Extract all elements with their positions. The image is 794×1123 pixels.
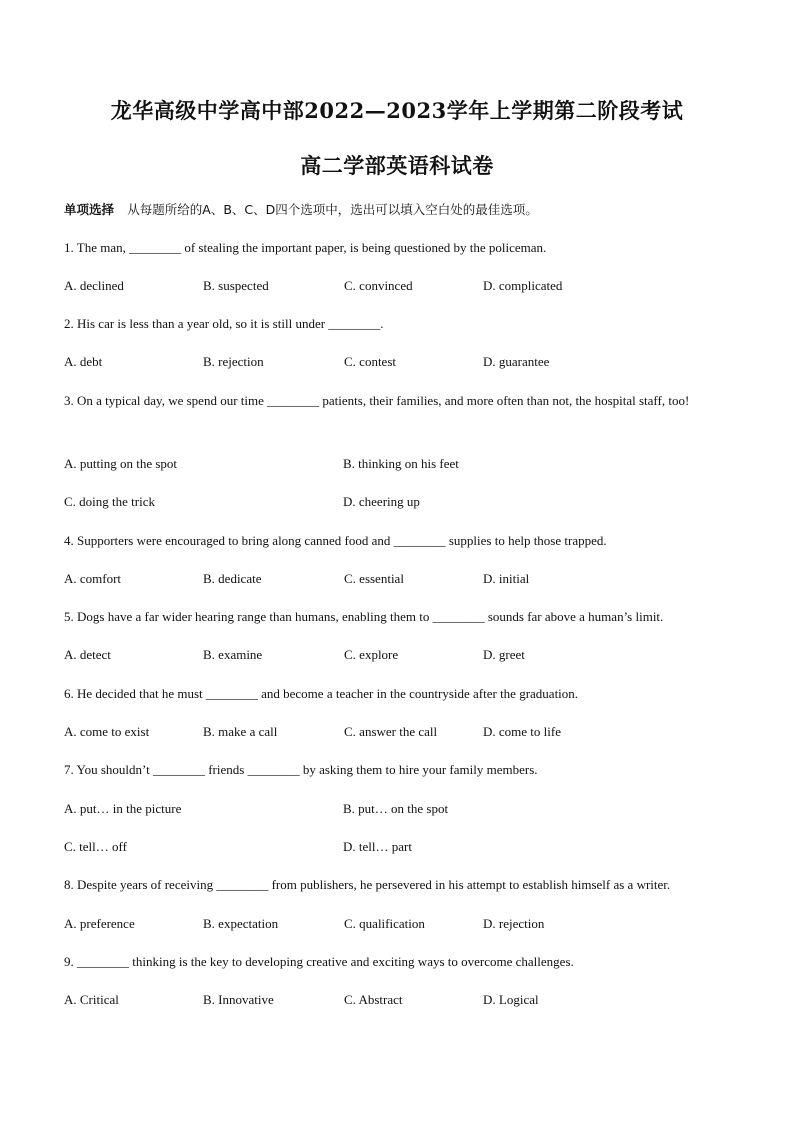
option-b: B. expectation [203, 916, 279, 931]
option-a: A. debt [64, 354, 103, 369]
question-5: 5. Dogs have a far wider hearing range than humans, enabling them to ________ sounds far above a human’s limit. [64, 609, 664, 624]
option-a: A. preference [64, 916, 135, 931]
exam-subtitle: 高二学部英语科试卷 [300, 153, 494, 178]
option-c: C. explore [344, 647, 399, 662]
option-b: B. examine [203, 647, 263, 662]
option-d: D. Logical [483, 992, 539, 1007]
option-b: B. dedicate [203, 571, 262, 586]
section-instruction-text: 从每题所给的A、B、C、D四个选项中，选出可以填入空白处的最佳选项。 [127, 202, 538, 217]
option-c: C. answer the call [344, 724, 438, 739]
option-c: C. essential [344, 571, 404, 586]
option-b: B. thinking on his feet [343, 456, 459, 471]
option-c: C. tell… off [64, 839, 127, 854]
option-b: B. put… on the spot [343, 801, 449, 816]
option-a: A. come to exist [64, 724, 150, 739]
question-9: 9. ________ thinking is the key to developing creative and exciting ways to overcome challenges. [64, 954, 574, 969]
section-instruction [64, 200, 538, 218]
question-1: 1. The man, ________ of stealing the important paper, is being questioned by the policeman. [64, 240, 547, 255]
option-a: A. put… in the picture [64, 801, 182, 816]
option-d: D. tell… part [343, 839, 412, 854]
exam-title: 龙华高级中学高中部2022—2023学年上学期第二阶段考试 [110, 98, 684, 123]
option-a: A. detect [64, 647, 111, 662]
question-2: 2. His car is less than a year old, so it is still under ________. [64, 316, 384, 331]
option-d: D. initial [483, 571, 530, 586]
question-4: 4. Supporters were encouraged to bring along canned food and ________ supplies to help those trapped. [64, 533, 607, 548]
option-b: B. rejection [203, 354, 264, 369]
option-a: A. declined [64, 278, 124, 293]
option-c: C. doing the trick [64, 494, 155, 509]
option-b: B. Innovative [203, 992, 274, 1007]
section-label: 单项选择 [64, 202, 115, 217]
option-d: D. cheering up [343, 494, 420, 509]
option-a: A. comfort [64, 571, 122, 586]
question-3: 3. On a typical day, we spend our time ________ patients, their families, and more often than not, the hospital staff, too! [64, 393, 690, 408]
option-d: D. come to life [483, 724, 561, 739]
option-d: D. rejection [483, 916, 545, 931]
option-c: C. contest [344, 354, 396, 369]
option-a: A. Critical [64, 992, 119, 1007]
question-6: 6. He decided that he must ________ and become a teacher in the countryside after the graduation. [64, 686, 579, 701]
option-d: D. complicated [483, 278, 563, 293]
option-b: B. make a call [203, 724, 278, 739]
option-c: C. qualification [344, 916, 425, 931]
option-c: C. convinced [344, 278, 413, 293]
option-c: C. Abstract [344, 992, 403, 1007]
option-d: D. guarantee [483, 354, 550, 369]
question-8: 8. Despite years of receiving ________ from publishers, he persevered in his attempt to establish himself as a writer. [64, 877, 671, 892]
option-a: A. putting on the spot [64, 456, 178, 471]
option-d: D. greet [483, 647, 525, 662]
question-7: 7. You shouldn’t ________ friends ________ by asking them to hire your family members. [64, 762, 538, 777]
option-b: B. suspected [203, 278, 269, 293]
